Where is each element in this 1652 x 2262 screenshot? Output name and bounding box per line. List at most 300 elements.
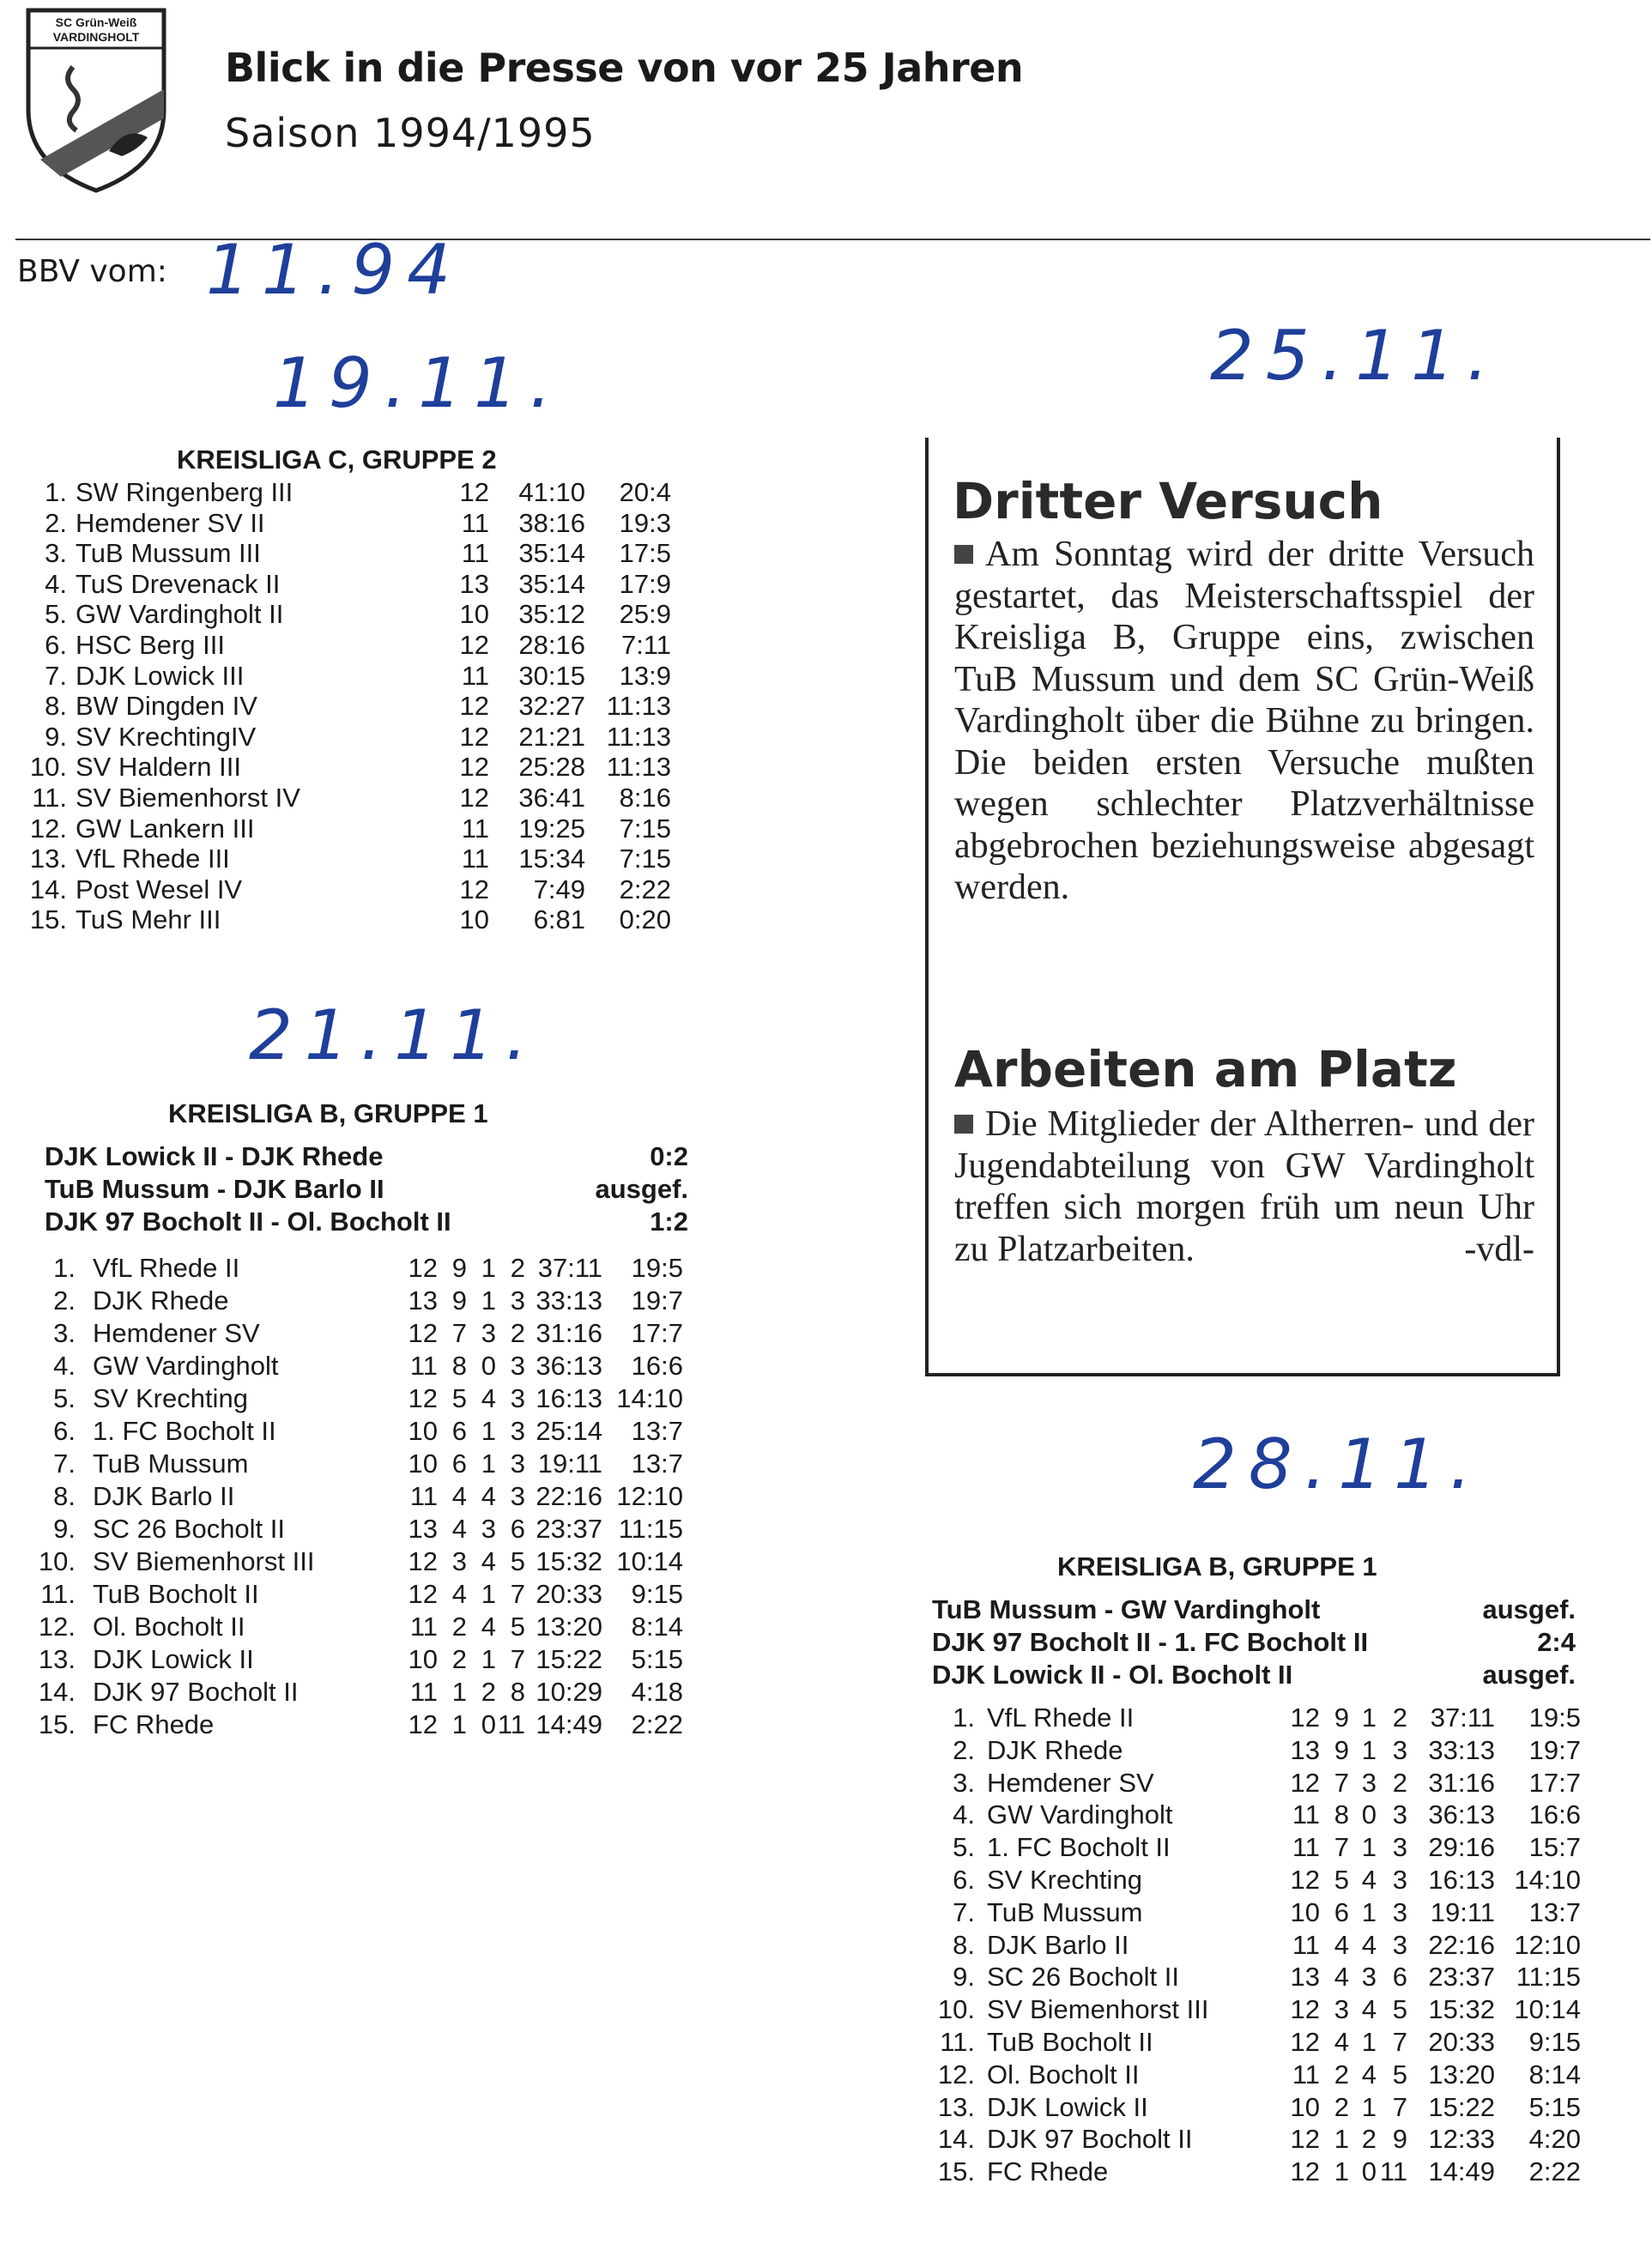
cell-rank: 7. — [953, 1896, 975, 1927]
cell-sp: 11 — [409, 1612, 438, 1642]
cell-v: 2 — [1392, 1767, 1407, 1798]
table-row — [26, 538, 678, 569]
cell-tore: 13:20 — [1428, 2059, 1495, 2090]
article-heading-2: Arbeiten am Platz — [954, 1040, 1457, 1098]
cell-v: 7 — [1392, 2091, 1407, 2122]
cell-u: 4 — [1361, 1929, 1377, 1960]
cell-rank: 15. — [29, 904, 67, 935]
cell-sp: 12 — [408, 1546, 438, 1576]
cell-team: SV Krechting — [93, 1383, 248, 1413]
cell-g: 8 — [451, 1351, 467, 1381]
table-row — [925, 1735, 1603, 1768]
cell-rank: 15. — [937, 2156, 975, 2187]
cell-team: VfL Rhede II — [987, 1703, 1135, 1733]
cell-sp: 13 — [1290, 1734, 1320, 1765]
table-row — [26, 783, 678, 813]
cell-rank: 8. — [45, 691, 67, 722]
cell-tore: 31:16 — [1428, 1767, 1495, 1798]
table-row — [26, 1318, 695, 1351]
cell-sp: 12 — [1290, 2124, 1320, 2155]
handwritten-date-3: 21.11. — [249, 995, 540, 1075]
cell-pkt: 17:7 — [631, 1318, 683, 1348]
cell-u: 3 — [1361, 1962, 1377, 1993]
cell-u: 1 — [1361, 1832, 1377, 1863]
result-row — [45, 1174, 688, 1207]
cell-tore: 38:16 — [518, 507, 585, 538]
cell-u: 2 — [1361, 2124, 1377, 2155]
cell-sp: 12 — [1290, 1994, 1320, 2025]
cell-u: 0 — [481, 1709, 496, 1739]
cell-pkt: 2:22 — [619, 874, 671, 904]
cell-rank: 14. — [29, 874, 67, 904]
cell-v: 5 — [1392, 2059, 1407, 2090]
cell-u: 1 — [481, 1449, 496, 1479]
cell-v: 3 — [510, 1416, 525, 1446]
cell-sp: 12 — [1290, 2026, 1320, 2057]
cell-rank: 2. — [53, 1285, 76, 1315]
cell-u: 1 — [481, 1416, 496, 1446]
cell-sp: 11 — [1292, 1929, 1320, 1960]
cell-pkt: 5:15 — [1528, 2091, 1581, 2122]
cell-sp: 10 — [1290, 1896, 1320, 1927]
cell-team: DJK Lowick II — [987, 2091, 1148, 2122]
cell-team: SV Krechting — [987, 1864, 1142, 1895]
table-row — [26, 1383, 695, 1416]
cell-tore: 15:22 — [536, 1644, 602, 1674]
cell-pkt: 4:20 — [1528, 2124, 1581, 2155]
table-row — [925, 2092, 1603, 2125]
cell-rank: 9. — [45, 721, 67, 752]
cell-sp: 10 — [408, 1644, 438, 1674]
cell-team: TuB Bocholt II — [93, 1579, 259, 1609]
cell-v: 2 — [1392, 1703, 1407, 1733]
table-row — [26, 1481, 695, 1514]
table-row — [26, 1449, 695, 1481]
cell-pkt: 12:10 — [616, 1481, 683, 1511]
cell-team: TuB Bocholt II — [987, 2026, 1153, 2057]
cell-pkt: 0:20 — [619, 904, 671, 935]
cell-team: FC Rhede — [987, 2156, 1109, 2187]
cell-pkt: 7:15 — [619, 844, 671, 874]
cell-tore: 36:41 — [518, 782, 585, 813]
result-score: 1:2 — [650, 1207, 688, 1237]
cell-g: 4 — [1334, 1929, 1349, 1960]
cell-tore: 10:29 — [536, 1677, 602, 1707]
cell-pkt: 20:4 — [619, 477, 671, 507]
cell-v: 3 — [1392, 1864, 1407, 1895]
cell-tore: 22:16 — [1428, 1929, 1495, 1960]
table-row — [26, 1579, 695, 1612]
result-match: DJK Lowick II - DJK Rhede — [45, 1141, 384, 1171]
cell-pkt: 13:9 — [619, 660, 671, 691]
bbv-label: BBV vom: — [17, 254, 167, 289]
cell-sp: 13 — [459, 568, 489, 599]
cell-g: 5 — [1334, 1864, 1349, 1895]
cell-v: 9 — [1392, 2124, 1407, 2155]
cell-rank: 10. — [937, 1994, 975, 2025]
result-score: ausgef. — [595, 1174, 688, 1204]
cell-sp: 10 — [459, 904, 489, 935]
cell-pkt: 8:14 — [1528, 2059, 1581, 2090]
cell-tore: 6:81 — [533, 904, 585, 935]
cell-g: 8 — [1334, 1799, 1349, 1830]
table-row — [26, 813, 678, 844]
result-row — [45, 1141, 688, 1174]
cell-pkt: 19:7 — [631, 1285, 683, 1315]
cell-rank: 12. — [937, 2059, 975, 2090]
cell-pkt: 5:15 — [631, 1644, 683, 1674]
cell-pkt: 14:10 — [616, 1383, 683, 1413]
result-row — [932, 1627, 1576, 1660]
cell-v: 7 — [1392, 2026, 1407, 2057]
cell-team: SC 26 Bocholt II — [987, 1962, 1180, 1993]
cell-pkt: 17:5 — [619, 538, 671, 569]
cell-v: 2 — [510, 1318, 525, 1348]
cell-v: 3 — [1392, 1734, 1407, 1765]
table-row — [26, 630, 678, 661]
cell-g: 4 — [451, 1579, 467, 1609]
cell-v: 3 — [510, 1285, 525, 1315]
result-match: DJK Lowick II - Ol. Bocholt II — [932, 1660, 1293, 1690]
cell-g: 4 — [1334, 1962, 1349, 1993]
cell-v: 5 — [510, 1612, 525, 1642]
article-paragraph-2: Die Mitglieder der Altherren- und der Jugendabteilung von GW Vardingholt treffen sich morgen früh um neun Uhr zu Platzarbeiten. -vdl- — [954, 1104, 1534, 1269]
cell-pkt: 16:6 — [631, 1351, 683, 1381]
square-bullet-icon — [954, 545, 973, 564]
cell-g: 7 — [451, 1318, 467, 1348]
cell-u: 0 — [1361, 2156, 1377, 2187]
cell-sp: 12 — [408, 1383, 438, 1413]
result-match: DJK 97 Bocholt II - 1. FC Bocholt II — [932, 1627, 1369, 1657]
cell-g: 1 — [1334, 2156, 1349, 2187]
cell-tore: 31:16 — [536, 1318, 602, 1348]
cell-rank: 8. — [53, 1481, 76, 1511]
cell-g: 5 — [451, 1383, 467, 1413]
table3-results — [932, 1594, 1576, 1692]
table-row — [26, 1709, 695, 1742]
cell-v: 8 — [510, 1677, 525, 1707]
result-match: TuB Mussum - DJK Barlo II — [45, 1174, 384, 1204]
cell-rank: 13. — [38, 1644, 76, 1674]
cell-sp: 11 — [461, 813, 489, 844]
cell-pkt: 19:3 — [619, 507, 671, 538]
article-heading-1: Dritter Versuch — [953, 472, 1383, 530]
cell-tore: 37:11 — [537, 1253, 602, 1283]
table-row — [26, 1514, 695, 1546]
cell-team: SW Ringenberg III — [76, 477, 293, 507]
cell-g: 2 — [451, 1612, 467, 1642]
table-row — [26, 569, 678, 600]
cell-u: 4 — [1361, 2059, 1377, 2090]
cell-g: 4 — [451, 1481, 467, 1511]
table-row — [26, 1644, 695, 1677]
cell-g: 1 — [451, 1677, 467, 1707]
cell-g: 9 — [1334, 1734, 1349, 1765]
table3-standings — [925, 1703, 1603, 2189]
cell-sp: 11 — [1292, 1799, 1320, 1830]
table-row — [26, 722, 678, 753]
cell-g: 9 — [451, 1285, 467, 1315]
cell-u: 1 — [1361, 2091, 1377, 2122]
cell-tore: 22:16 — [536, 1481, 602, 1511]
cell-pkt: 11:13 — [606, 691, 671, 722]
cell-g: 6 — [451, 1416, 467, 1446]
cell-rank: 6. — [953, 1864, 975, 1895]
cell-tore: 23:37 — [536, 1514, 602, 1544]
cell-sp: 11 — [1292, 2059, 1320, 2090]
cell-g: 3 — [451, 1546, 467, 1576]
cell-tore: 7:49 — [533, 874, 585, 904]
cell-u: 3 — [481, 1318, 496, 1348]
cell-tore: 35:12 — [518, 599, 585, 630]
cell-pkt: 25:9 — [619, 599, 671, 630]
cell-team: BW Dingden IV — [76, 691, 257, 722]
cell-team: Hemdener SV II — [76, 507, 265, 538]
cell-u: 1 — [481, 1579, 496, 1609]
cell-v: 11 — [1379, 2156, 1407, 2187]
cell-sp: 13 — [1290, 1962, 1320, 1993]
cell-team: SC 26 Bocholt II — [93, 1514, 286, 1544]
cell-u: 1 — [1361, 1734, 1377, 1765]
cell-team: SV KrechtingIV — [76, 721, 257, 752]
cell-tore: 19:25 — [518, 813, 585, 844]
cell-pkt: 13:7 — [631, 1449, 683, 1479]
cell-v: 3 — [1392, 1929, 1407, 1960]
cell-tore: 23:37 — [1428, 1962, 1495, 1993]
cell-team: DJK Lowick III — [76, 660, 245, 691]
cell-u: 2 — [481, 1677, 496, 1707]
cell-sp: 12 — [459, 874, 489, 904]
cell-g: 7 — [1334, 1767, 1349, 1798]
cell-pkt: 8:16 — [619, 782, 671, 813]
cell-tore: 41:10 — [518, 477, 585, 507]
cell-rank: 5. — [953, 1832, 975, 1863]
cell-sp: 11 — [1292, 1832, 1320, 1863]
cell-g: 7 — [1334, 1832, 1349, 1863]
table-row — [26, 477, 678, 508]
cell-u: 4 — [481, 1481, 496, 1511]
cell-team: SV Biemenhorst III — [987, 1994, 1209, 2025]
cell-sp: 11 — [409, 1481, 438, 1511]
cell-team: DJK 97 Bocholt II — [987, 2124, 1193, 2155]
cell-u: 1 — [481, 1285, 496, 1315]
cell-team: GW Lankern III — [76, 813, 255, 844]
cell-sp: 12 — [1290, 1864, 1320, 1895]
cell-team: FC Rhede — [93, 1709, 215, 1739]
cell-rank: 2. — [953, 1734, 975, 1765]
cell-team: SV Biemenhorst IV — [76, 782, 300, 813]
cell-u: 4 — [481, 1612, 496, 1642]
table-row — [26, 752, 678, 783]
table-row — [925, 2156, 1603, 2189]
table1-standings — [26, 477, 678, 935]
cell-v: 3 — [1392, 1896, 1407, 1927]
cell-pkt: 12:10 — [1514, 1929, 1581, 1960]
cell-pkt: 19:5 — [1528, 1703, 1581, 1733]
cell-v: 5 — [510, 1546, 525, 1576]
table-row — [26, 508, 678, 539]
cell-sp: 11 — [461, 844, 489, 874]
table-row — [26, 904, 678, 935]
cell-g: 1 — [1334, 2124, 1349, 2155]
article-box — [925, 438, 1560, 1376]
cell-rank: 6. — [53, 1416, 76, 1446]
cell-tore: 29:16 — [1428, 1832, 1495, 1863]
cell-rank: 12. — [38, 1612, 76, 1642]
logo-line1: SC Grün-Weiß — [55, 15, 137, 29]
cell-u: 3 — [481, 1514, 496, 1544]
cell-v: 6 — [510, 1514, 525, 1544]
cell-rank: 13. — [29, 844, 67, 874]
cell-tore: 21:21 — [518, 721, 585, 752]
cell-pkt: 16:6 — [1528, 1799, 1581, 1830]
result-score: ausgef. — [1482, 1594, 1576, 1624]
cell-tore: 15:32 — [536, 1546, 602, 1576]
table-row — [26, 691, 678, 722]
cell-team: Post Wesel IV — [76, 874, 243, 904]
table-row — [925, 1994, 1603, 2027]
table-row — [26, 1416, 695, 1449]
cell-g: 1 — [451, 1709, 467, 1739]
cell-g: 9 — [1334, 1703, 1349, 1733]
cell-g: 3 — [1334, 1994, 1349, 2025]
cell-pkt: 17:9 — [619, 568, 671, 599]
cell-sp: 12 — [1290, 1767, 1320, 1798]
cell-g: 9 — [451, 1253, 467, 1283]
cell-team: GW Vardingholt — [987, 1799, 1173, 1830]
result-row — [932, 1660, 1576, 1692]
cell-tore: 15:22 — [1428, 2091, 1495, 2122]
bbv-date-handwritten: 11.94 — [206, 230, 463, 310]
cell-pkt: 8:14 — [631, 1612, 683, 1642]
cell-rank: 9. — [53, 1514, 76, 1544]
table-row — [925, 2027, 1603, 2059]
logo-line2: VARDINGHOLT — [52, 30, 140, 44]
cell-sp: 11 — [461, 507, 489, 538]
table3-heading: KREISLIGA B, GRUPPE 1 — [1057, 1551, 1377, 1582]
cell-pkt: 19:5 — [631, 1253, 683, 1283]
cell-team: SV Haldern III — [76, 752, 241, 783]
cell-rank: 5. — [53, 1383, 76, 1413]
cell-u: 4 — [1361, 1994, 1377, 2025]
cell-rank: 14. — [38, 1677, 76, 1707]
article-paragraph-1: Am Sonntag wird der dritte Versuch gestartet, das Meisterschaftsspiel der Kreisliga B, Gruppe eins, zwischen TuB Mussum und dem SC Grün-Weiß Vardingholt über die Bühne zu bringen. Die beiden ersten Versuche mußten wegen schlechter Platzverhältnisse abgebrochen beziehungsweise abgesagt werden. — [954, 535, 1534, 907]
cell-v: 3 — [510, 1383, 525, 1413]
cell-sp: 12 — [459, 721, 489, 752]
cell-team: Ol. Bocholt II — [987, 2059, 1140, 2090]
cell-tore: 19:11 — [1430, 1896, 1495, 1927]
cell-pkt: 11:13 — [606, 752, 671, 783]
cell-v: 6 — [1392, 1962, 1407, 1993]
cell-v: 7 — [510, 1644, 525, 1674]
cell-tore: 20:33 — [1428, 2026, 1495, 2057]
cell-team: VfL Rhede III — [76, 844, 230, 874]
cell-team: 1. FC Bocholt II — [93, 1416, 276, 1446]
cell-sp: 12 — [408, 1253, 438, 1283]
table2-results — [45, 1141, 688, 1239]
cell-pkt: 7:15 — [619, 813, 671, 844]
table-row — [26, 1285, 695, 1318]
season-label: Saison 1994/1995 — [225, 110, 596, 156]
cell-tore: 35:14 — [518, 568, 585, 599]
handwritten-date-2: 25.11. — [1210, 316, 1501, 396]
cell-sp: 12 — [1290, 1703, 1320, 1733]
cell-sp: 12 — [1290, 2156, 1320, 2187]
cell-v: 3 — [1392, 1799, 1407, 1830]
cell-pkt: 11:15 — [1516, 1962, 1581, 1993]
table-row — [925, 2059, 1603, 2092]
cell-sp: 11 — [461, 660, 489, 691]
cell-rank: 7. — [45, 660, 67, 691]
page-title: Blick in die Presse von vor 25 Jahren — [225, 45, 1024, 91]
cell-tore: 30:15 — [518, 660, 585, 691]
table-row — [925, 2124, 1603, 2156]
cell-u: 4 — [481, 1383, 496, 1413]
result-match: DJK 97 Bocholt II - Ol. Bocholt II — [45, 1207, 451, 1237]
cell-tore: 14:49 — [536, 1709, 602, 1739]
cell-sp: 12 — [459, 477, 489, 507]
cell-pkt: 15:7 — [1528, 1832, 1581, 1863]
cell-rank: 1. — [53, 1253, 76, 1283]
cell-tore: 33:13 — [536, 1285, 602, 1315]
table2-standings — [26, 1253, 695, 1742]
cell-team: Ol. Bocholt II — [93, 1612, 245, 1642]
cell-pkt: 14:10 — [1514, 1864, 1581, 1895]
cell-rank: 1. — [953, 1703, 975, 1733]
cell-rank: 15. — [38, 1709, 76, 1739]
cell-u: 1 — [481, 1253, 496, 1283]
cell-tore: 16:13 — [536, 1383, 602, 1413]
cell-u: 3 — [1361, 1767, 1377, 1798]
cell-u: 0 — [481, 1351, 496, 1381]
cell-tore: 15:34 — [518, 844, 585, 874]
cell-tore: 16:13 — [1428, 1864, 1495, 1895]
cell-sp: 11 — [409, 1677, 438, 1707]
cell-pkt: 17:7 — [1528, 1767, 1581, 1798]
cell-v: 5 — [1392, 1994, 1407, 2025]
cell-g: 6 — [451, 1449, 467, 1479]
cell-team: DJK Rhede — [93, 1285, 229, 1315]
cell-rank: 3. — [953, 1767, 975, 1798]
cell-sp: 12 — [459, 782, 489, 813]
result-row — [45, 1207, 688, 1239]
cell-team: TuB Mussum — [93, 1449, 249, 1479]
handwritten-date-1: 19.11. — [273, 343, 564, 423]
cell-tore: 12:33 — [1428, 2124, 1495, 2155]
table-row — [925, 1930, 1603, 1963]
result-match: TuB Mussum - GW Vardingholt — [932, 1594, 1321, 1624]
cell-rank: 8. — [953, 1929, 975, 1960]
cell-sp: 12 — [459, 629, 489, 660]
table-row — [925, 1703, 1603, 1735]
table-row — [26, 1612, 695, 1644]
cell-sp: 12 — [408, 1709, 438, 1739]
cell-sp: 11 — [409, 1351, 438, 1381]
cell-team: Hemdener SV — [93, 1318, 260, 1348]
table-row — [26, 844, 678, 874]
cell-sp: 13 — [408, 1514, 438, 1544]
cell-sp: 12 — [459, 752, 489, 783]
cell-u: 1 — [1361, 2026, 1377, 2057]
table-row — [26, 1546, 695, 1579]
table-row — [925, 1799, 1603, 1832]
cell-pkt: 7:11 — [620, 629, 671, 660]
cell-sp: 12 — [408, 1579, 438, 1609]
cell-tore: 25:28 — [518, 752, 585, 783]
cell-rank: 13. — [937, 2091, 975, 2122]
cell-rank: 14. — [937, 2124, 975, 2155]
cell-u: 1 — [1361, 1896, 1377, 1927]
